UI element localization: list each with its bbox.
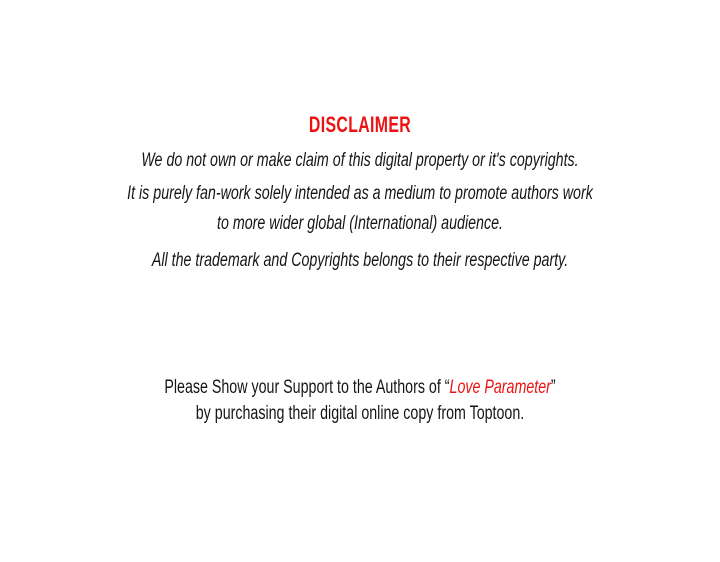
series-title: Love Parameter xyxy=(449,377,551,398)
support-message-line-1 xyxy=(90,378,630,399)
disclaimer-statement-fanwork: It is purely fan-work solely intended as a medium to promote authors work xyxy=(127,183,593,204)
disclaimer-statement-trademark: All the trademark and Copyrights belongs to their respective party. xyxy=(151,250,569,271)
support-message-suffix: ” xyxy=(550,377,556,398)
support-message-line-2: by purchasing their digital online copy from Toptoon. xyxy=(195,403,525,424)
support-message-prefix: Please Show your Support to the Authors of “ xyxy=(164,377,450,398)
disclaimer-statement-ownership: We do not own or make claim of this digital property or it's copyrights. xyxy=(141,150,579,171)
disclaimer-statement-audience: to more wider global (International) audience. xyxy=(217,213,503,234)
disclaimer-title: DISCLAIMER xyxy=(308,112,412,137)
